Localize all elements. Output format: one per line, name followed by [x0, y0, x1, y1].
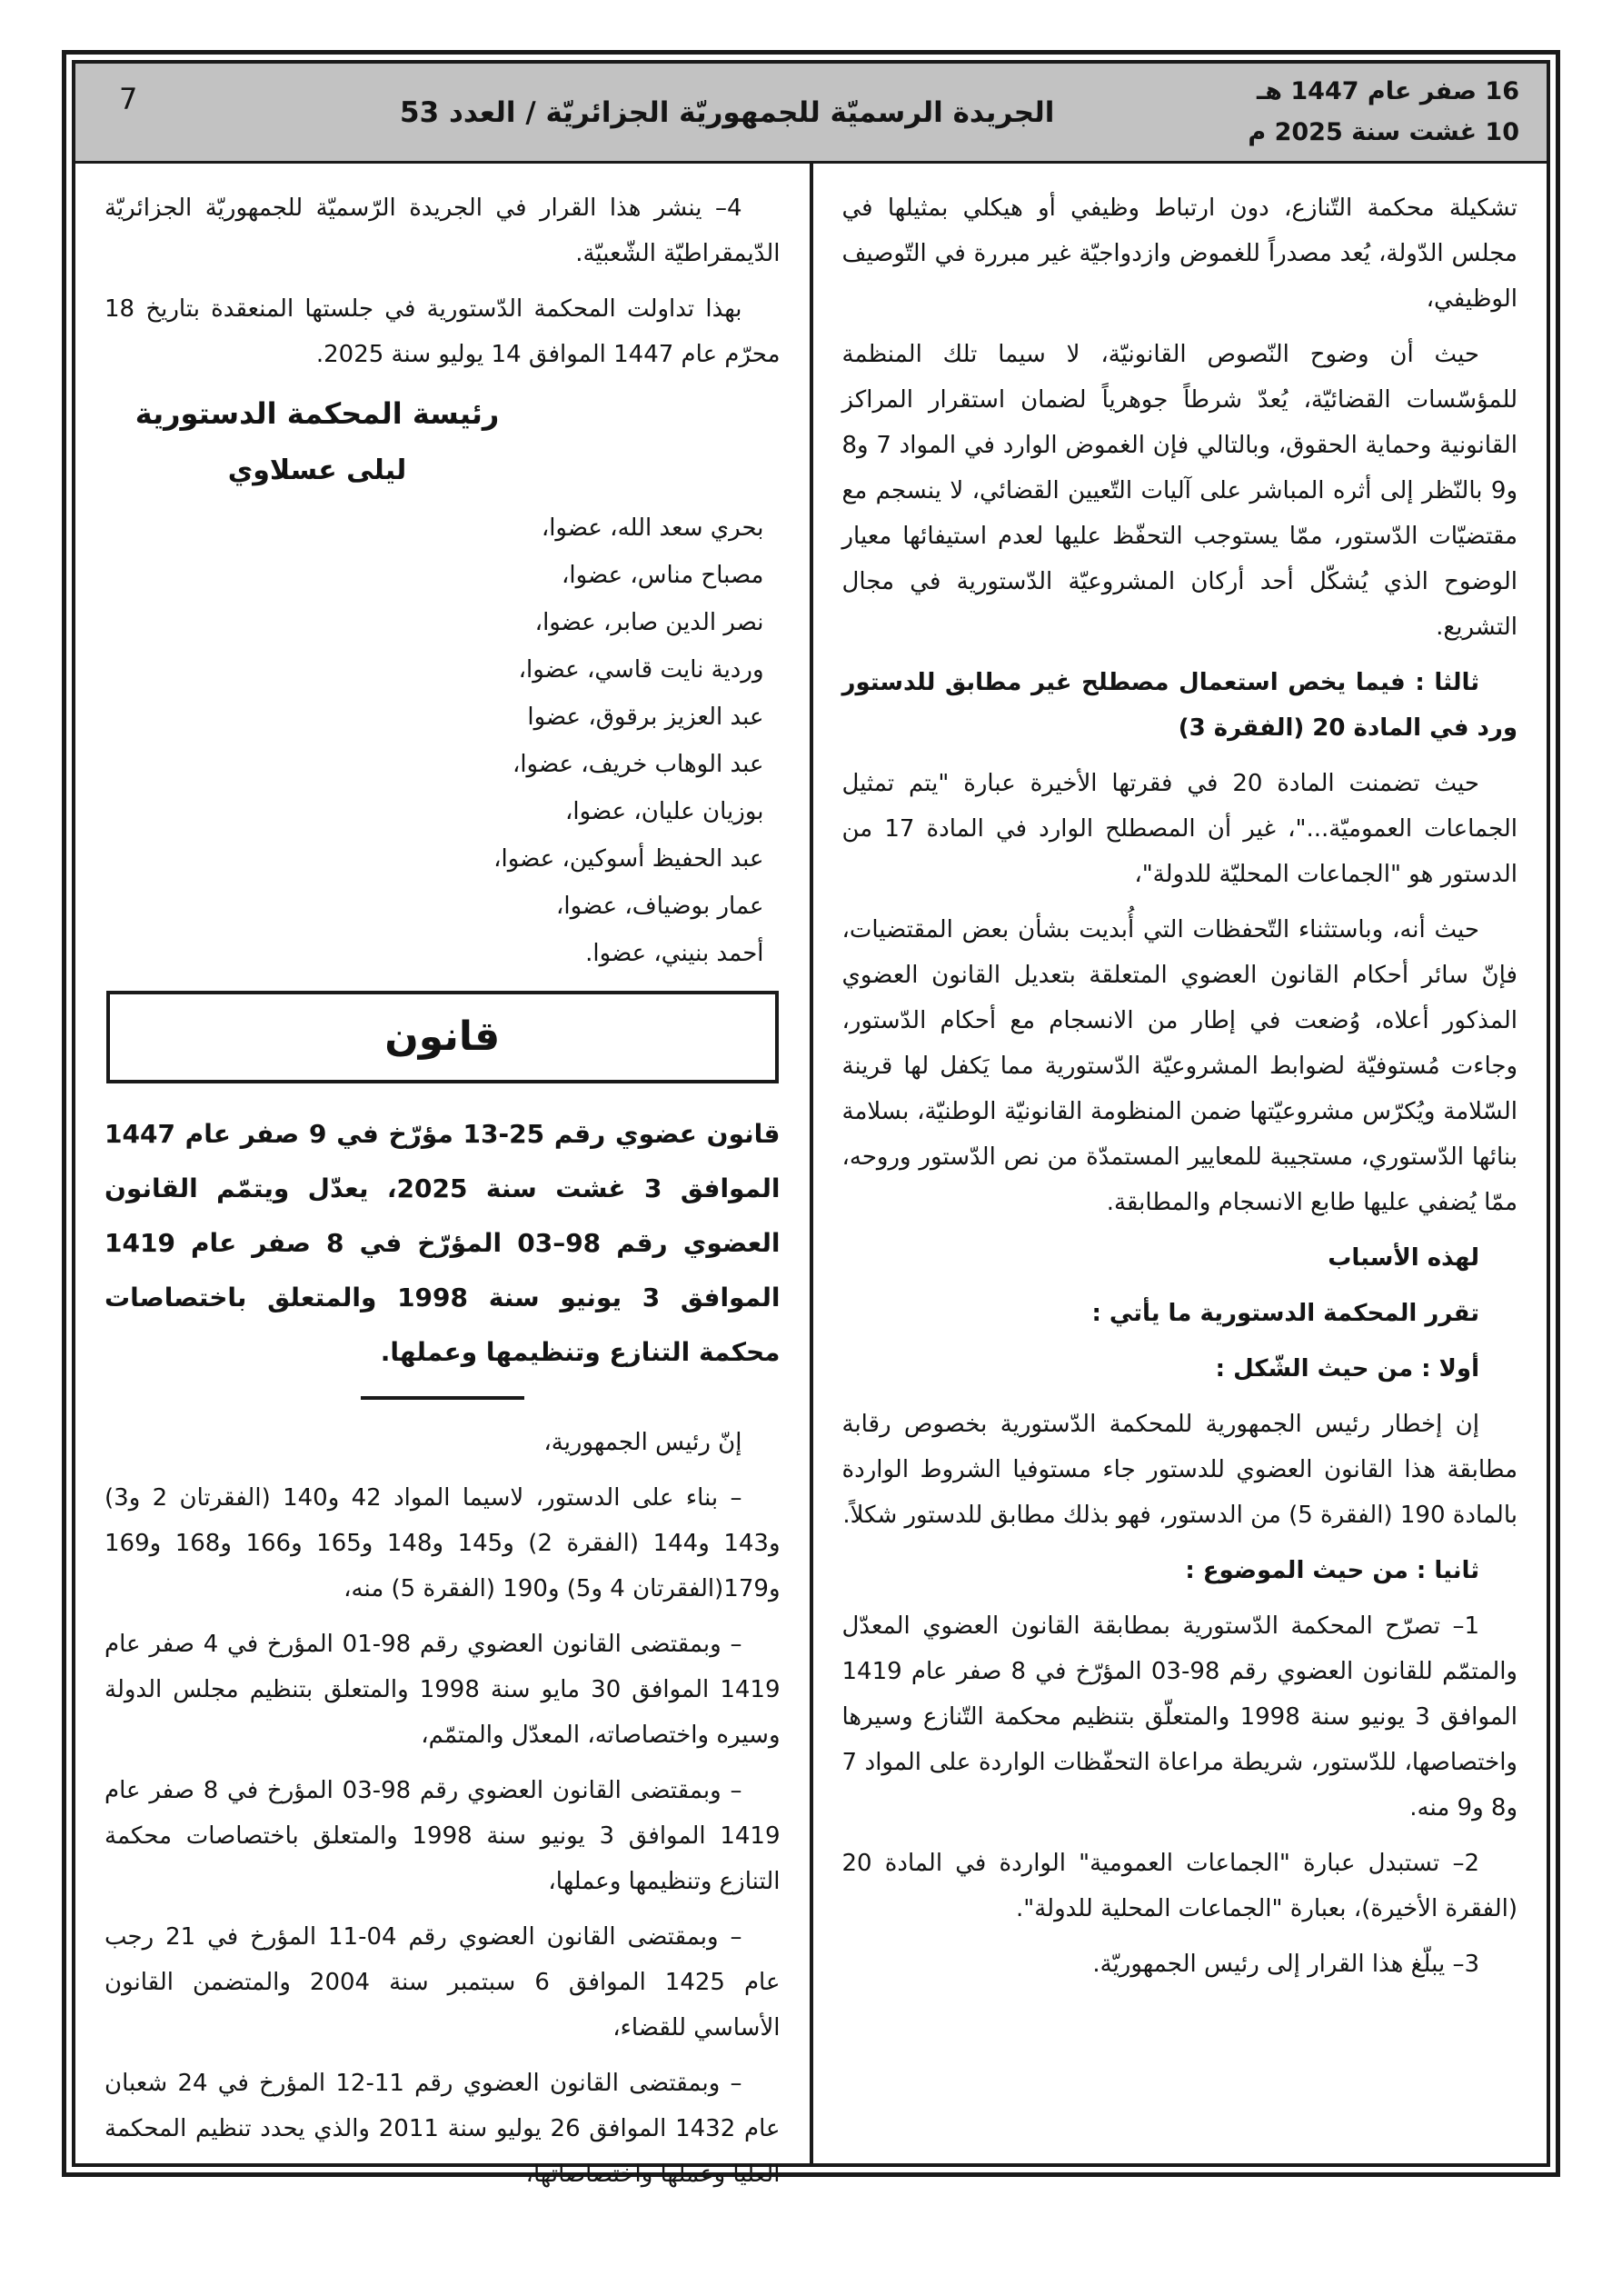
right-column [813, 164, 1547, 2163]
page-frame [62, 50, 1560, 2188]
decision-item: 2– تستبدل عبارة "الجماعات العمومية" الواردة في المادة 20 (الفقرة الأخيرة)، بعبارة "الجماعات المحلية للدولة". [841, 1850, 1518, 1922]
decision-item: 4– ينشر هذا القرار في الجريدة الرّسميّة للجمهوريّة الجزائريّة الدّيمقراطيّة الشّعبيّة. [104, 195, 781, 267]
decision-paragraph: تشكيلة محكمة التّنازع، دون ارتباط وظيفي أو هيكلي بمثيلها في مجلس الدّولة، يُعد مصدراً للغموض وازدواجيّة غير مبررة في التّوصيف الوظيفي، [841, 195, 1518, 313]
member-item: أحمد بنيني، عضوا. [585, 940, 764, 967]
separator-rule [361, 1396, 524, 1400]
page-frame-inner [72, 60, 1550, 2188]
member-item: مصباح مناس، عضوا، [562, 562, 764, 589]
member-item: وردية نايت قاسي، عضوا، [518, 656, 764, 684]
decision-paragraph: حيث أنه، وباستثناء التّحفظات التي أُبديت بشأن بعض المقتضيات، فإنّ سائر أحكام القانون العضوي المتعلقة بتعديل القانون العضوي المذكور أعلاه، وُضعت في إطار من الانسجام مع أحكام الدّستور، وجاءت مُستوفيّة لضوابط المشروعيّة الدّستورية مما يَكفل لها قرينة السّلامة ويُكرّس مشروعيّتها ضمن المنظومة القانونيّة الوطنيّة، بسلامة بنائها الدّستوري، مستجيبة للمعايير المستمدّة من نص الدّستور وروحه، ممّا يُضفي عليها طابع الانسجام والمطابقة. [841, 916, 1518, 1216]
signature-name: ليلى عسلاوي [227, 454, 407, 486]
hijri-date: 16 صفر عام 1447 هـ [1257, 76, 1519, 105]
decision-paragraph: حيث أن وضوح النّصوص القانونيّة، لا سيما تلك المنظمة للمؤسّسات القضائيّة، يُعدّ شرطاً جوهرياً لضمان استقرار المراكز القانونية وحماية الحقوق، وبالتالي فإن الغموض الوارد في المواد 7 و8 و9 بالنّظر إلى أثره المباشر على آليات التّعيين القضائي، لا ينسجم مع مقتضيّات الدّستور، ممّا يستوجب التحفّظ عليها لعدم استيفائها معيار الوضوح الذي يُشكّل أحد أركان المشروعيّة الدّستورية في مجال التشريع. [841, 341, 1518, 641]
visa-item: – وبمقتضى القانون العضوي رقم 04-11 المؤرخ في 21 رجب عام 1425 الموافق 6 سبتمبر سنة 2004 والمتضمن القانون الأساسي للقضاء، [104, 1923, 781, 2041]
visa-item: – وبمقتضى القانون العضوي رقم 98-01 المؤرخ في 4 صفر عام 1419 الموافق 30 مايو سنة 1998 والمتعلق بتنظيم مجلس الدولة وسيره واختصاصاته، المعدّل والمتمّم، [104, 1631, 781, 1749]
gregorian-date: 10 غشت سنة 2025 م [1248, 117, 1519, 146]
decision-paragraph: إن إخطار رئيس الجمهورية للمحكمة الدّستورية بخصوص رقابة مطابقة هذا القانون العضوي للدستور جاء مستوفيا الشروط الواردة بالمادة 190 (الفقرة 5) من الدستور، فهو بذلك مطابق للدستور شكلاً. [841, 1411, 1518, 1529]
member-item: نصر الدين صابر، عضوا، [534, 609, 764, 636]
gazette-title: الجريدة الرسميّة للجمهوريّة الجزائريّة / العدد 53 [400, 95, 1055, 129]
columns-container [75, 164, 1547, 2188]
section-heading-second: ثانيا : من حيث الموضوع : [1185, 1557, 1479, 1584]
page-number: 7 [119, 82, 138, 116]
signature-title: رئيسة المحكمة الدستورية [134, 396, 500, 431]
left-column [75, 164, 810, 2188]
member-item: عبد الحفيظ أسوكين، عضوا، [493, 845, 764, 873]
visa-item: – بناء على الدستور، لاسيما المواد 42 و140 (الفقرتان 2 و3) و143 و144 (الفقرة 2) و145 و148 و165 و166 و168 و169 و179(الفقرتان 4 و5) و190 (الفقرة 5) منه، [104, 1484, 781, 1602]
header-dates [1248, 72, 1519, 153]
member-item: عبد العزيز برقوق، عضوا [527, 704, 764, 731]
law-preamble: إنّ رئيس الجمهورية، [543, 1429, 742, 1456]
member-item: عبد الوهاب خريف، عضوا، [512, 751, 764, 778]
decision-item: 3– يبلّغ هذا القرار إلى رئيس الجمهوريّة. [1092, 1951, 1479, 1978]
page-header [75, 64, 1547, 164]
law-box-title: قانون [384, 1013, 501, 1060]
section-heading-first: أولا : من حيث الشّكل : [1215, 1355, 1479, 1383]
member-item: بحري سعد الله، عضوا، [541, 514, 764, 542]
decision-item: 1– تصرّح المحكمة الدّستورية بمطابقة القانون العضوي المعدّل والمتمّم للقانون العضوي رقم 98-03 المؤرّخ في 8 صفر عام 1419 الموافق 3 يونيو سنة 1998 والمتعلّق بتنظيم محكمة التّنازع وسيرها واختصاصها، للدّستور، شريطة مراعاة التحفّظات الواردة على المواد 7 و8 و9 منه. [841, 1612, 1518, 1822]
decides-heading: تقرر المحكمة الدستورية ما يأتي : [1091, 1300, 1479, 1327]
law-title-paragraph: قانون عضوي رقم 25-13 مؤرّخ في 9 صفر عام 1447 الموافق 3 غشت سنة 2025، يعدّل ويتمّم القانون العضوي رقم 98–03 المؤرّخ في 8 صفر عام 1419 الموافق 3 يونيو سنة 1998 والمتعلق باختصاصات محكمة التنازع وتنظيمها وعملها. [104, 1119, 781, 1367]
deliberation-paragraph: بهذا تداولت المحكمة الدّستورية في جلستها المنعقدة بتاريخ 18 محرّم عام 1447 الموافق 14 يوليو سنة 2025. [104, 295, 781, 368]
section-heading-third: ثالثا : فيما يخص استعمال مصطلح غير مطابق للدستور ورد في المادة 20 (الفقرة 3) [841, 669, 1518, 742]
member-item: عمار بوضياف، عضوا، [555, 893, 764, 920]
decision-paragraph: حيث تضمنت المادة 20 في فقرتها الأخيرة عبارة "يتم تمثيل الجماعات العموميّة..."، غير أن المصطلح الوارد في المادة 17 من الدستور هو "الجماعات المحليّة للدولة"، [841, 770, 1518, 888]
law-section-box [106, 991, 779, 1083]
visa-item: – وبمقتضى القانون العضوي رقم 98-03 المؤرخ في 8 صفر عام 1419 الموافق 3 يونيو سنة 1998 والمتعلق باختصاصات محكمة التنازع وتنظيمها وعملها، [104, 1777, 781, 1895]
column-divider [810, 164, 813, 2163]
signature-block [117, 387, 517, 496]
reasons-heading: لهذه الأسباب [1328, 1244, 1479, 1272]
member-item: بوزيان عليان، عضوا، [565, 798, 764, 825]
visa-item: – وبمقتضى القانون العضوي رقم 11-12 المؤرخ في 24 شعبان عام 1432 الموافق 26 يوليو سنة 2011 والذي يحدد تنظيم المحكمة العليا وعملها واختصاصاتها، [104, 2070, 781, 2188]
